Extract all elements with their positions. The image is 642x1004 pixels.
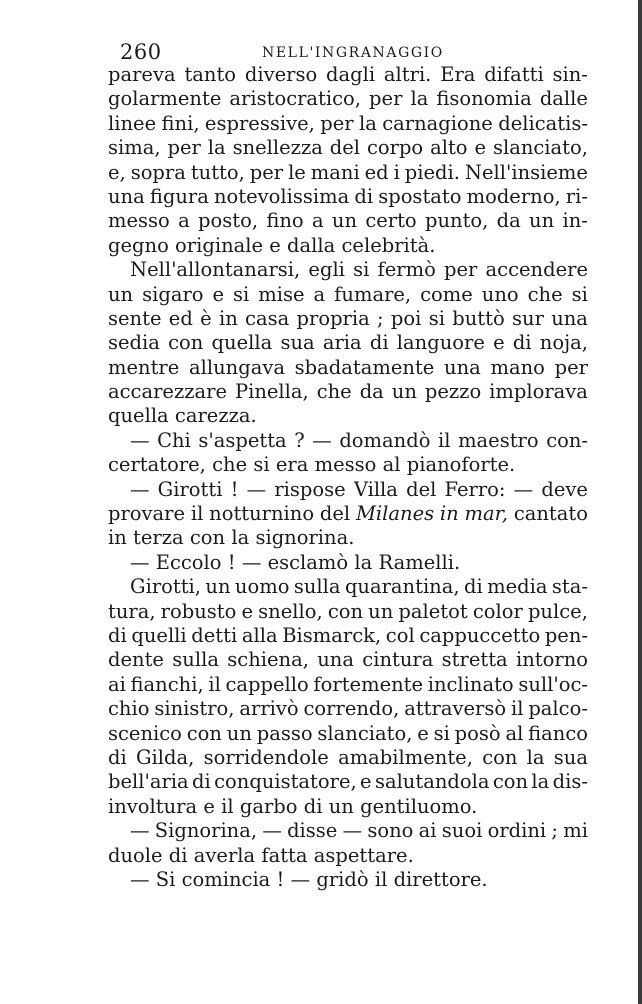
text-line: — Chi s'aspetta ? — domandò il maestro con- bbox=[130, 428, 588, 452]
text-line: scenico con un passo slanciato, e si posò al fianco bbox=[108, 721, 588, 745]
text-line: Nell'allontanarsi, egli si fermò per accendere bbox=[130, 258, 588, 282]
text-line: dente sulla schiena, una cintura stretta intorno bbox=[108, 648, 588, 672]
text-line: ai fianchi, il cappello fortemente inclinato sull'oc- bbox=[108, 672, 588, 696]
text-line: e, sopra tutto, per le mani ed i piedi. Nell'insieme bbox=[108, 160, 588, 184]
text-line: involtura e il garbo di un gentiluomo. bbox=[108, 794, 478, 818]
text-line: di quelli detti alla Bismarck, col cappuccetto pen- bbox=[108, 623, 588, 647]
text-line: chio sinistro, arrivò correndo, attraversò il palco- bbox=[108, 697, 588, 721]
page-header bbox=[116, 40, 588, 64]
text-line: mentre allungava sbadatamente una mano per bbox=[108, 355, 588, 379]
text-line: duole di averla fatta aspettare. bbox=[108, 843, 414, 867]
text-line: accarezzare Pinella, che da un pezzo implorava bbox=[108, 380, 588, 404]
text-line: — Eccolo ! — esclamò la Ramelli. bbox=[130, 550, 461, 574]
text-line: sente ed è in casa propria ; poi si buttò sur una bbox=[108, 306, 588, 330]
text-line: sedia con quella sua aria di languore e di noja, bbox=[108, 331, 588, 355]
text-line: — Si comincia ! — gridò il direttore. bbox=[130, 867, 488, 891]
text-line: — Signorina, — disse — sono ai suoi ordini ; mi bbox=[130, 819, 588, 843]
text-line: sima, per la snellezza del corpo alto e slanciato, bbox=[108, 136, 588, 160]
text-line: gegno originale e dalla celebrità. bbox=[108, 233, 436, 257]
body-text bbox=[108, 63, 588, 892]
text-line: un sigaro e si mise a fumare, come uno che si bbox=[108, 282, 588, 306]
text-line: tura, robusto e snello, con un paletot color pulce, bbox=[108, 599, 588, 623]
text-line: Girotti, un uomo sulla quarantina, di media sta- bbox=[130, 575, 588, 599]
text-line: linee fini, espressive, per la carnagione delicatis- bbox=[108, 111, 588, 135]
text-line: quella carezza. bbox=[108, 404, 257, 428]
page-edge bbox=[638, 0, 642, 1004]
text-line: provare il notturnino del Milanes in mar, cantato bbox=[108, 502, 588, 526]
text-line: — Girotti ! — rispose Villa del Ferro: — deve bbox=[130, 477, 588, 501]
running-head: NELL'INGRANAGGIO bbox=[262, 45, 444, 61]
text-line: certatore, che si era messo al pianoforte. bbox=[108, 453, 516, 477]
text-line: golarmente aristocratico, per la fisonomia dalle bbox=[108, 87, 588, 111]
text-line: una figura notevolissima di spostato moderno, ri- bbox=[108, 184, 588, 208]
text-line: pareva tanto diverso dagli altri. Era difatti sin- bbox=[108, 63, 588, 86]
text-line: messo a posto, fino a un certo punto, da un in- bbox=[108, 209, 588, 233]
text-line: bell'aria di conquistatore, e salutandola con la dis- bbox=[108, 770, 588, 794]
text-line: di Gilda, sorridendole amabilmente, con la sua bbox=[108, 745, 588, 769]
text-line: in terza con la signorina. bbox=[108, 526, 355, 550]
page-number: 260 bbox=[120, 40, 162, 64]
